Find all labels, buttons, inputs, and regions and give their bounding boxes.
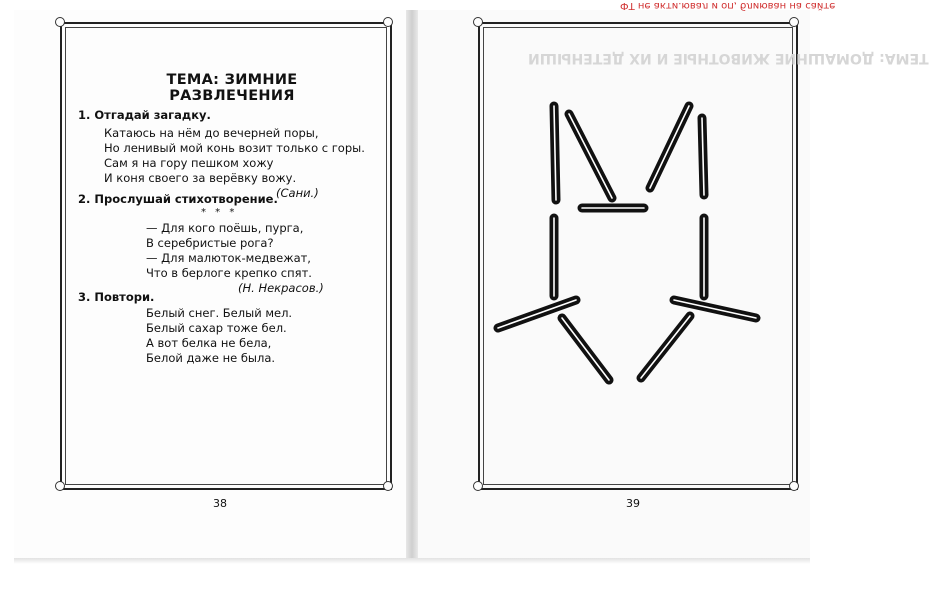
poem-author: (Н. Некрасов.)	[238, 281, 324, 295]
left-page	[14, 10, 406, 558]
riddle-line: И коня своего за верёвку вожу.	[104, 171, 297, 185]
repeat-line: А вот белка не бела,	[146, 336, 272, 350]
riddle-line: Сам я на гору пешком хожу	[104, 156, 274, 170]
frame-corner-ornament	[383, 481, 393, 491]
mirrored-watermark-note: ФТ не акти.ювал и оп, блиюван на сайте	[620, 0, 836, 11]
riddle-line: Но ленивый мой конь возит только с горы.	[104, 141, 365, 155]
riddle-answer: (Сани.)	[276, 186, 319, 200]
frame-corner-ornament	[383, 17, 393, 27]
poem-line: В серебристые рога?	[146, 236, 274, 250]
poem-line: — Для малюток-медвежат,	[146, 251, 311, 265]
page-number: 38	[213, 497, 227, 510]
repeat-line: Белой даже не была.	[146, 351, 276, 365]
page-title: ТЕМА: ЗИМНИЕ РАЗВЛЕЧЕНИЯ	[166, 72, 298, 104]
bleed-through-title: ТЕМА: ДОМАШНИЕ ЖИВОТНЫЕ И ИХ ДЕТЕНЫШИ	[528, 50, 929, 66]
matchstick-figure	[404, 0, 808, 560]
matchstick-highlight	[562, 318, 609, 380]
poem-line: — Для кого поёшь, пурга,	[146, 221, 304, 235]
frame-corner-ornament	[55, 481, 65, 491]
poem-line: Что в берлоге крепко спят.	[146, 266, 312, 280]
matchstick-highlight	[650, 106, 689, 188]
page-number: 39	[626, 497, 640, 510]
frame-corner-ornament	[55, 17, 65, 27]
section-heading-poem: 2. Прослушай стихотворение.	[78, 192, 278, 206]
section-heading-repeat: 3. Повтори.	[78, 290, 155, 304]
repeat-line: Белый сахар тоже бел.	[146, 321, 287, 335]
section-heading-riddle: 1. Отгадай загадку.	[78, 108, 211, 122]
matchstick-highlight	[569, 114, 612, 198]
riddle-line: Катаюсь на нём до вечерней поры,	[104, 126, 319, 140]
matchstick-highlight	[641, 316, 690, 378]
repeat-line: Белый снег. Белый мел.	[146, 306, 293, 320]
poem-separator: * * *	[201, 207, 238, 218]
